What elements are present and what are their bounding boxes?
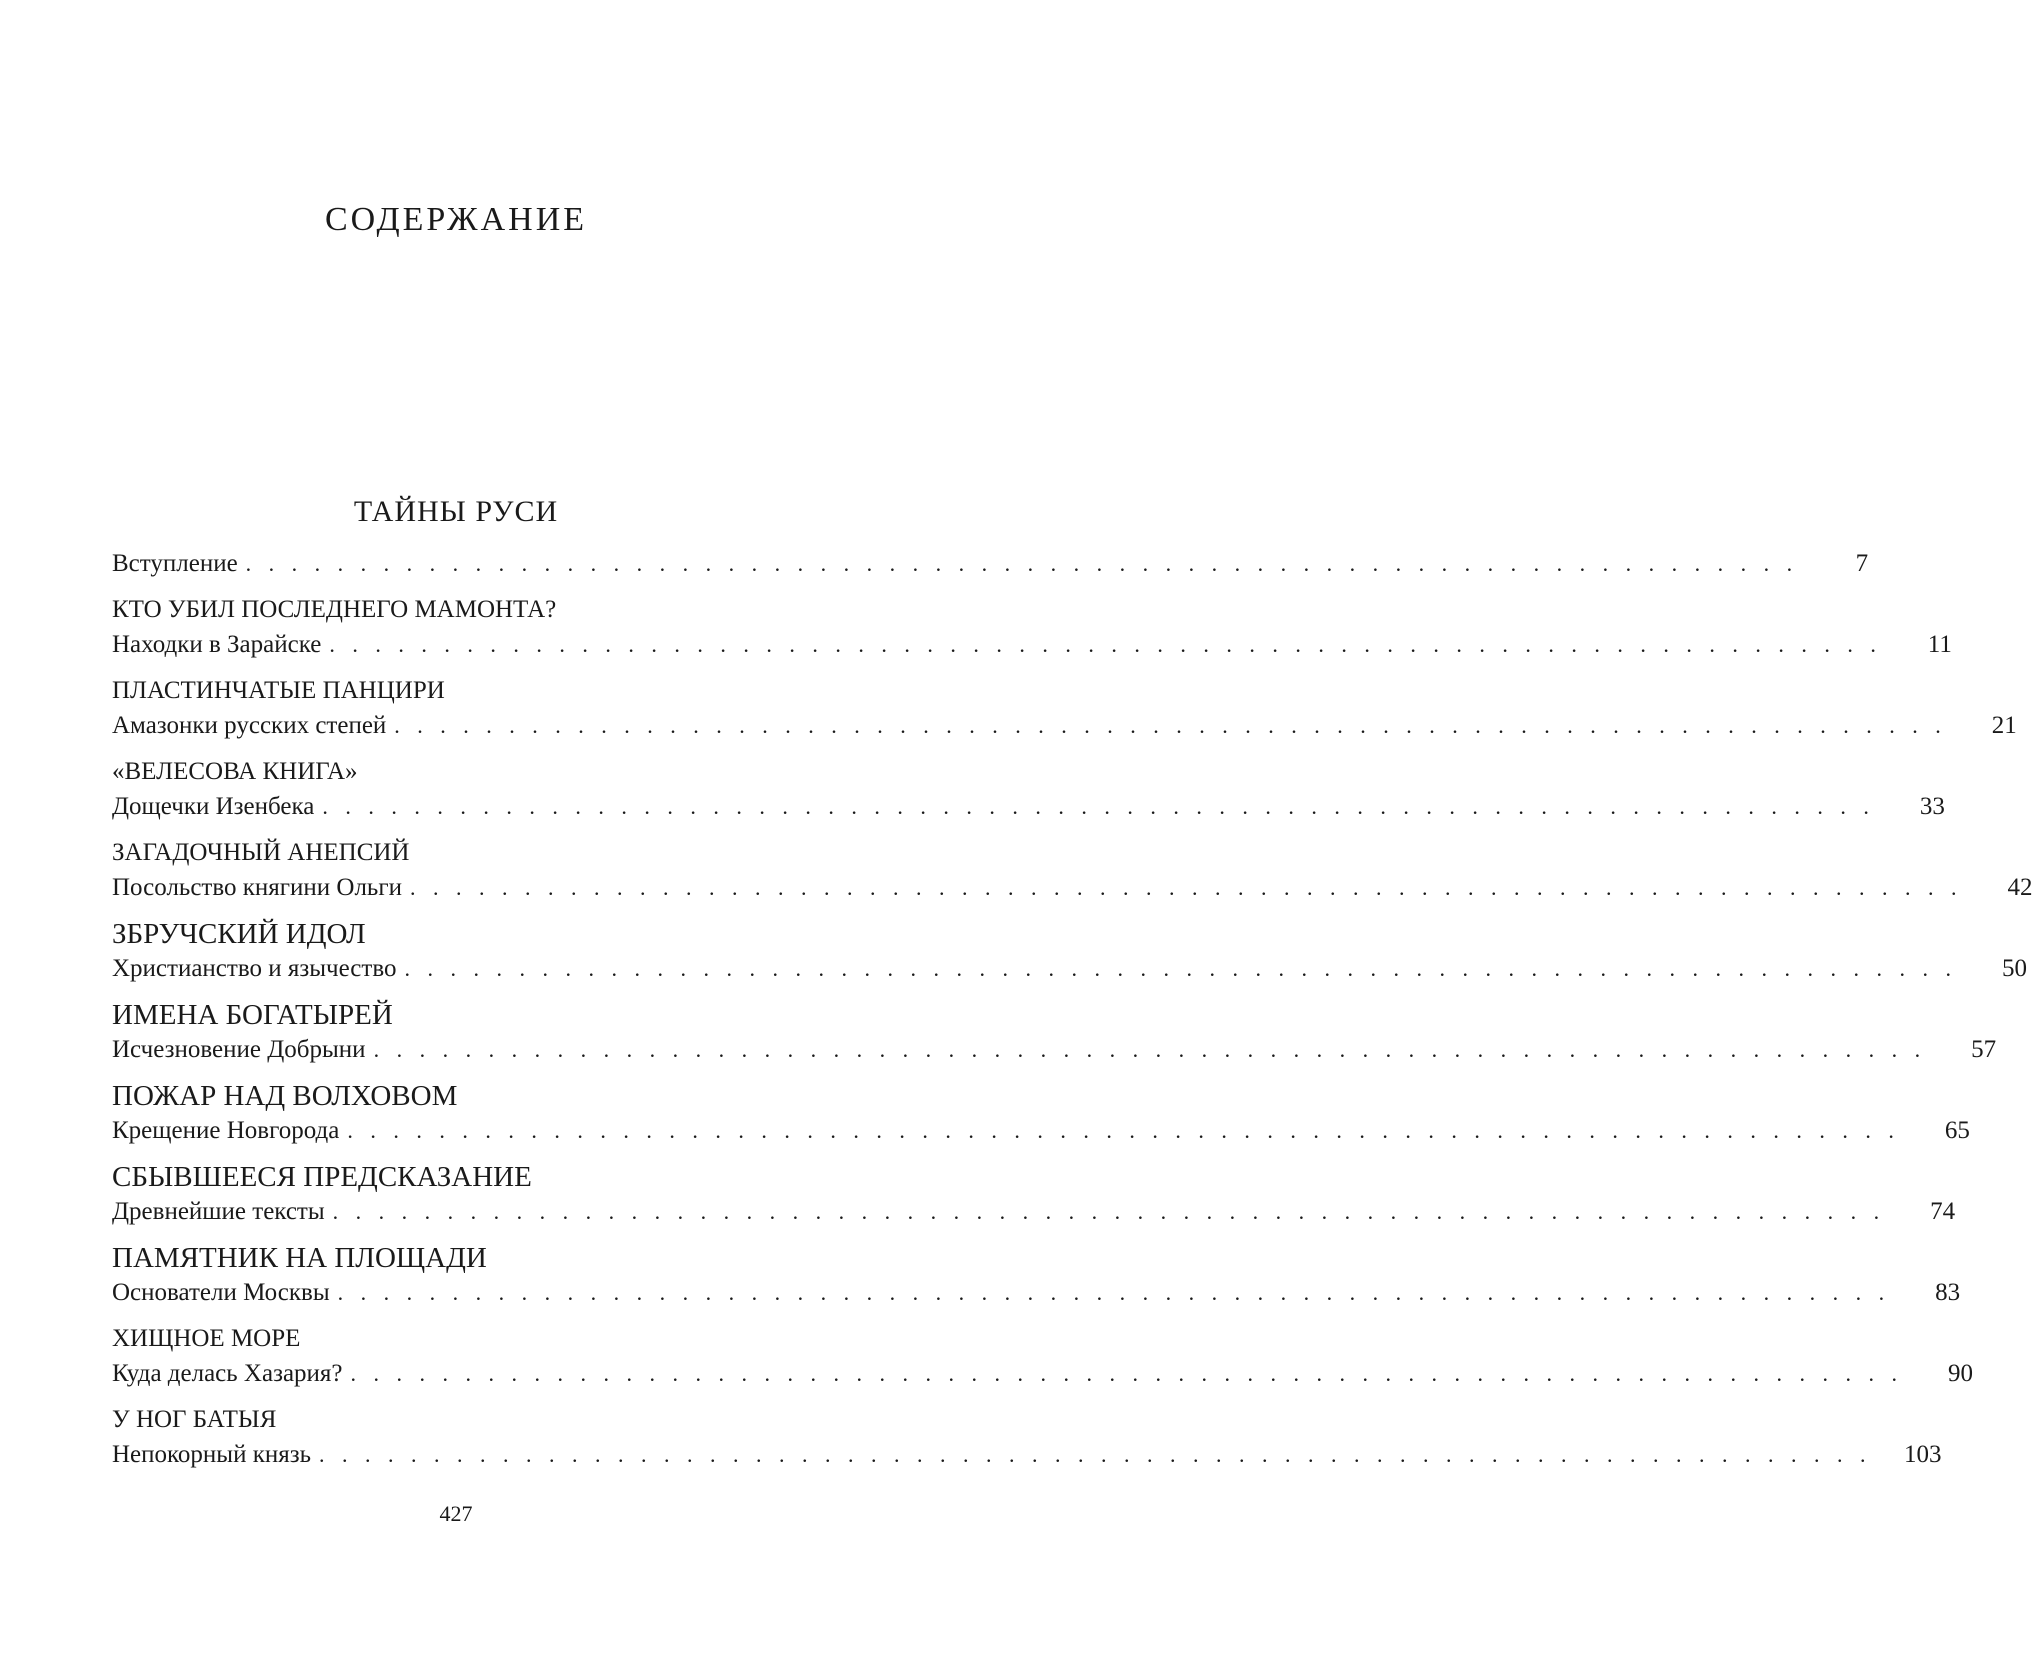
toc-entry-page: 11	[1927, 631, 1952, 658]
toc-entry-page: 57	[1971, 1036, 1997, 1063]
toc-entry-text: Основатели Москвы	[112, 1279, 330, 1306]
toc-entry-text: Куда делась Хазария?	[112, 1360, 343, 1387]
dot-leader: . . . . . . . . . . . . . . . . . . . . . . . . . . . . . . . . . . . . . . . . . . . . . . . . . . . . . . . . . . . . . . . . . . . .	[319, 1442, 1872, 1467]
toc-entry	[112, 1114, 1970, 1148]
dot-leader: . . . . . . . . . . . . . . . . . . . . . . . . . . . . . . . . . . . . . . . . . . . . . . . . . . . . . . . . . . . . . . . . . . . .	[337, 1280, 1891, 1305]
toc-group	[112, 1321, 1974, 1391]
toc-entry-text: Посольство княгини Ольги	[112, 874, 402, 901]
toc-entry-page: 42	[2007, 874, 2032, 901]
dot-leader: . . . . . . . . . . . . . . . . . . . . . . . . . . . . . . . . . . . . . . . . . . . . . . . . . . . . . . . . . . . . . . . . . . . .	[409, 875, 1963, 900]
page-number: 427	[439, 1501, 473, 1526]
toc-entry-page: 83	[1935, 1279, 1961, 1306]
toc-entry-page: 33	[1919, 793, 1945, 820]
dot-leader: . . . . . . . . . . . . . . . . . . . . . . . . . . . . . . . . . . . . . . . . . . . . . . . . . . . . . . . . . . . . . . . . . . . .	[350, 1361, 1904, 1386]
toc-entry-text: Крещение Новгорода	[112, 1117, 340, 1144]
toc-entry-page: 7	[1855, 550, 1869, 577]
toc-entry-text: Дощечки Изенбека	[112, 793, 315, 820]
dot-leader: . . . . . . . . . . . . . . . . . . . . . . . . . . . . . . . . . . . . . . . . . . . . . . . . . . . . . . . . . . . . . . . . . . . .	[322, 794, 1875, 819]
toc-group	[112, 1402, 1942, 1472]
toc-entry-text: Вступление	[112, 550, 238, 577]
toc-group	[112, 835, 2032, 905]
toc-heading: ЗБРУЧСКИЙ ИДОЛ	[112, 918, 366, 950]
toc-entry-page: 65	[1944, 1117, 1970, 1144]
toc-entry-text: Амазонки русских степей	[112, 712, 387, 739]
toc-entry	[112, 790, 1945, 824]
toc-entry	[112, 952, 2027, 986]
toc-group	[112, 592, 1952, 662]
toc-entry-text: Древнейшие тексты	[112, 1198, 325, 1225]
toc-group	[112, 997, 1997, 1067]
toc-group	[112, 1240, 1961, 1310]
toc-entry-intro	[112, 547, 1869, 581]
dot-leader: . . . . . . . . . . . . . . . . . . . . . . . . . . . . . . . . . . . . . . . . . . . . . . . . . . . . . . . . . . . . . . . . . . . .	[245, 551, 1799, 576]
toc-heading: КТО УБИЛ ПОСЛЕДНЕГО МАМОНТА?	[112, 596, 557, 623]
toc-entry	[112, 1033, 1997, 1067]
toc-group	[112, 1159, 1956, 1229]
toc-group	[112, 1078, 1970, 1148]
toc-entry-page: 103	[1904, 1441, 1942, 1468]
toc-heading: ПОЖАР НАД ВОЛХОВОМ	[112, 1080, 458, 1112]
toc-entry	[112, 628, 1952, 662]
page-title: СОДЕРЖАНИЕ	[324, 201, 588, 238]
toc-entry-page: 21	[1991, 712, 2017, 739]
toc-heading: СБЫВШЕЕСЯ ПРЕДСКАЗАНИЕ	[112, 1161, 532, 1193]
toc-group	[112, 673, 2017, 743]
toc-entry-text: Христианство и язычество	[112, 955, 397, 982]
toc-entry	[112, 1438, 1942, 1472]
table-of-contents	[112, 547, 2032, 1472]
dot-leader: . . . . . . . . . . . . . . . . . . . . . . . . . . . . . . . . . . . . . . . . . . . . . . . . . . . . . . . . . . . . . . . . . . . .	[332, 1199, 1886, 1224]
toc-entry	[112, 1276, 1961, 1310]
toc-group	[112, 754, 1945, 824]
toc-heading: ИМЕНА БОГАТЫРЕЙ	[112, 999, 393, 1031]
dot-leader: . . . . . . . . . . . . . . . . . . . . . . . . . . . . . . . . . . . . . . . . . . . . . . . . . . . . . . . . . . . . . . . . . . . .	[373, 1037, 1927, 1062]
section-title: ТАЙНЫ РУСИ	[353, 495, 559, 528]
toc-entry-page: 50	[2001, 955, 2027, 982]
dot-leader: . . . . . . . . . . . . . . . . . . . . . . . . . . . . . . . . . . . . . . . . . . . . . . . . . . . . . . . . . . . . . . . . . . . .	[404, 956, 1957, 981]
toc-group	[112, 916, 2027, 986]
toc-entry-page: 74	[1930, 1198, 1956, 1225]
toc-entry	[112, 1195, 1956, 1229]
dot-leader: . . . . . . . . . . . . . . . . . . . . . . . . . . . . . . . . . . . . . . . . . . . . . . . . . . . . . . . . . . . . . . . . . . . .	[329, 632, 1882, 657]
toc-entry-page: 90	[1948, 1360, 1974, 1387]
toc-heading: ХИЩНОЕ МОРЕ	[112, 1325, 301, 1352]
toc-entry	[112, 709, 2017, 743]
dot-leader: . . . . . . . . . . . . . . . . . . . . . . . . . . . . . . . . . . . . . . . . . . . . . . . . . . . . . . . . . . . . . . . . . . . .	[347, 1118, 1900, 1143]
toc-heading: ПАМЯТНИК НА ПЛОЩАДИ	[112, 1242, 487, 1274]
toc-heading: ПЛАСТИНЧАТЫЕ ПАНЦИРИ	[112, 677, 445, 704]
toc-heading: ЗАГАДОЧНЫЙ АНЕПСИЙ	[112, 839, 410, 866]
toc-entry-text: Непокорный князь	[112, 1441, 312, 1468]
toc-heading: У НОГ БАТЫЯ	[112, 1406, 277, 1433]
toc-entry	[112, 871, 2032, 905]
dot-leader: . . . . . . . . . . . . . . . . . . . . . . . . . . . . . . . . . . . . . . . . . . . . . . . . . . . . . . . . . . . . . . . . . . . .	[394, 713, 1947, 738]
toc-entry-text: Находки в Зарайске	[112, 631, 322, 658]
toc-entry-text: Исчезновение Добрыни	[112, 1036, 366, 1063]
toc-entry	[112, 1357, 1974, 1391]
toc-heading: «ВЕЛЕСОВА КНИГА»	[112, 758, 358, 785]
